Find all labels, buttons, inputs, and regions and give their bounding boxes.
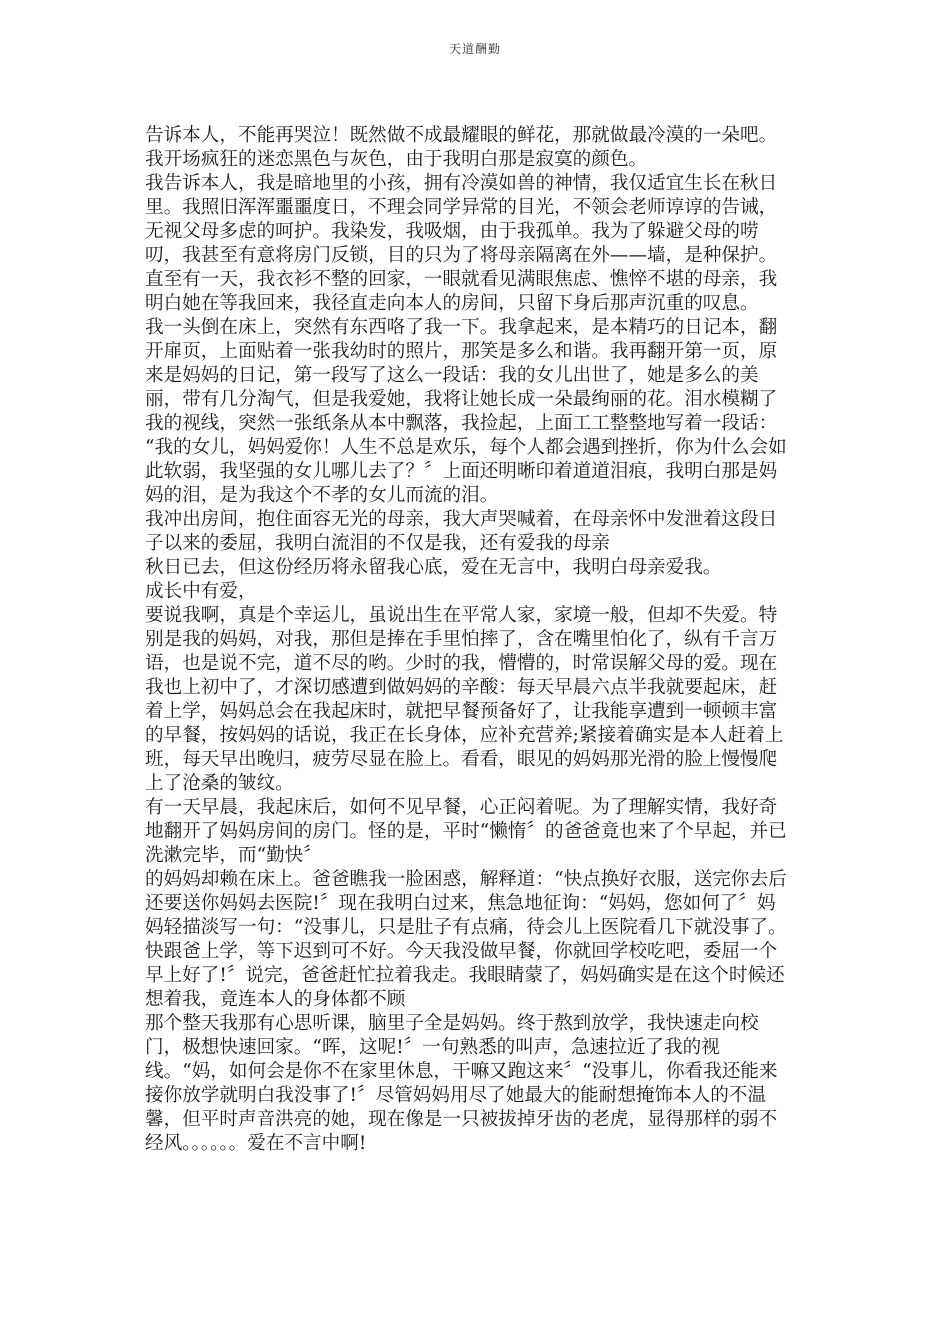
- text-line: 线。“妈，如何会是你不在家里休息，干嘛又跑这来〞“没事儿，你看我还能来: [145, 1061, 778, 1082]
- document-body: [145, 124, 810, 1156]
- text-line: 还要送你妈妈去医院!〞现在我明白过来，焦急地征询：“妈妈，您如何了〞妈: [145, 893, 776, 914]
- text-line: 此软弱，我坚强的女儿哪儿去了？〞上面还明晰印着道道泪痕，我明白那是妈: [145, 461, 778, 482]
- text-line: 我的视线，突然一张纸条从本中飘落，我捡起，上面工工整整地写着一段话：: [145, 413, 778, 434]
- text-line: 开扉页，上面贴着一张我幼时的照片，那笑是多么和谐。我再翻开第一页，原: [145, 341, 778, 362]
- text-line: 要说我啊，真是个幸运儿，虽说出生在平常人家，家境一般，但却不失爱。特: [145, 605, 778, 626]
- text-line: 成长中有爱，: [145, 581, 257, 602]
- text-line: 班，每天早出晚归，疲劳尽显在脸上。看看，眼见的妈妈那光滑的脸上慢慢爬: [145, 749, 778, 770]
- text-line: 经风。。。。。。爱在不言中啊!: [145, 1133, 367, 1154]
- text-line: 地翻开了妈妈房间的房门。怪的是，平时“懒惰〞的爸爸竟也来了个早起，并已: [145, 821, 787, 842]
- text-line: 早上好了!〞说完，爸爸赶忙拉着我走。我眼睛蒙了，妈妈确实是在这个时候还: [145, 965, 785, 986]
- text-line: 丽，带有几分淘气，但是我爱她，我将让她长成一朵最绚丽的花。泪水模糊了: [145, 389, 778, 410]
- text-line: 告诉本人，不能再哭泣！既然做不成最耀眼的鲜花，那就做最冷漠的一朵吧。: [145, 125, 778, 146]
- text-line: 着上学，妈妈总会在我起床时，就把早餐预备好了，让我能享遭到一顿顿丰富: [145, 701, 778, 722]
- text-line: 有一天早晨，我起床后，如何不见早餐，心正闷着呢。为了理解实情，我好奇: [145, 797, 778, 818]
- text-line: 子以来的委屈，我明白流泪的不仅是我，还有爱我的母亲: [145, 533, 610, 554]
- text-line: 想着我，竟连本人的身体都不顾: [145, 989, 406, 1010]
- text-line: 洗漱完毕，而“勤快〞: [145, 845, 322, 866]
- text-line: 我冲出房间，抱住面容无光的母亲，我大声哭喊着，在母亲怀中发泄着这段日: [145, 509, 778, 530]
- text-line: 的早餐，按妈妈的话说，我正在长身体，应补充营养;紧接着确实是本人赶着上: [145, 725, 784, 746]
- text-line: 快跟爸上学，等下迟到可不好。今天我没做早餐，你就回学校吃吧，委屈一个: [145, 941, 778, 962]
- text-line: 叨，我甚至有意将房门反锁，目的只为了将母亲隔离在外——墙，是种保护。: [145, 245, 778, 266]
- text-line: 的妈妈却赖在床上。爸爸瞧我一脸困惑，解释道：“快点换好衣服，送完你去后: [145, 869, 787, 890]
- text-line: 我告诉本人，我是暗地里的小孩，拥有冷漠如兽的神情，我仅适宜生长在秋日: [145, 173, 778, 194]
- text-line: “我的女儿，妈妈爱你！人生不总是欢乐，每个人都会遇到挫折，你为什么会如: [145, 437, 787, 458]
- text-line: 我开场疯狂的迷恋黑色与灰色，由于我明白那是寂寞的颜色。: [145, 149, 648, 170]
- text-line: 妈轻描淡写一句：“没事儿，只是肚子有点痛，待会儿上医院看几下就没事了。: [145, 917, 787, 938]
- text-line: 明白她在等我回来，我径直走向本人的房间，只留下身后那声沉重的叹息。: [145, 293, 759, 314]
- text-line: 门，极想快速回家。“晖，这呢!〞一句熟悉的叫声，急速拉近了我的视: [145, 1037, 720, 1058]
- text-line: 妈的泪，是为我这个不孝的女儿而流的泪。: [145, 485, 499, 506]
- text-line: 里。我照旧浑浑噩噩度日，不理会同学异常的目光，不领会老师谆谆的告诫，: [145, 197, 778, 218]
- text-line: 来是妈妈的日记，第一段写了这么一段话：我的女儿出世了，她是多么的美: [145, 365, 759, 386]
- text-line: 我一头倒在床上，突然有东西咯了我一下。我拿起来，是本精巧的日记本，翻: [145, 317, 778, 338]
- text-line: 语，也是说不完，道不尽的哟。少时的我，懵懵的，时常误解父母的爱。现在: [145, 653, 778, 674]
- page-header: 天道酬勤: [448, 42, 501, 56]
- text-line: 馨，但平时声音洪亮的她，现在像是一只被拔掉牙齿的老虎，显得那样的弱不: [145, 1109, 778, 1130]
- text-line: 无视父母多虑的呵护。我染发，我吸烟，由于我孤单。我为了躲避父母的唠: [145, 221, 759, 242]
- text-line: 直至有一天，我衣衫不整的回家，一眼就看见满眼焦虑、憔悴不堪的母亲，我: [145, 269, 778, 290]
- text-line: 那个整天我那有心思听课，脑里子全是妈妈。终于熬到放学，我快速走向校: [145, 1013, 759, 1034]
- text-line: 别是我的妈妈，对我，那但是捧在手里怕摔了，含在嘴里怕化了，纵有千言万: [145, 629, 778, 650]
- text-line: 秋日已去，但这份经历将永留我心底，爱在无言中，我明白母亲爱我。: [145, 557, 722, 578]
- text-line: 我也上初中了，才深切感遭到做妈妈的辛酸：每天早晨六点半我就要起床，赶: [145, 677, 778, 698]
- text-line: 上了沧桑的皱纹。: [145, 773, 294, 794]
- text-line: 接你放学就明白我没事了!〞尽管妈妈用尽了她最大的能耐想掩饰本人的不温: [145, 1085, 767, 1106]
